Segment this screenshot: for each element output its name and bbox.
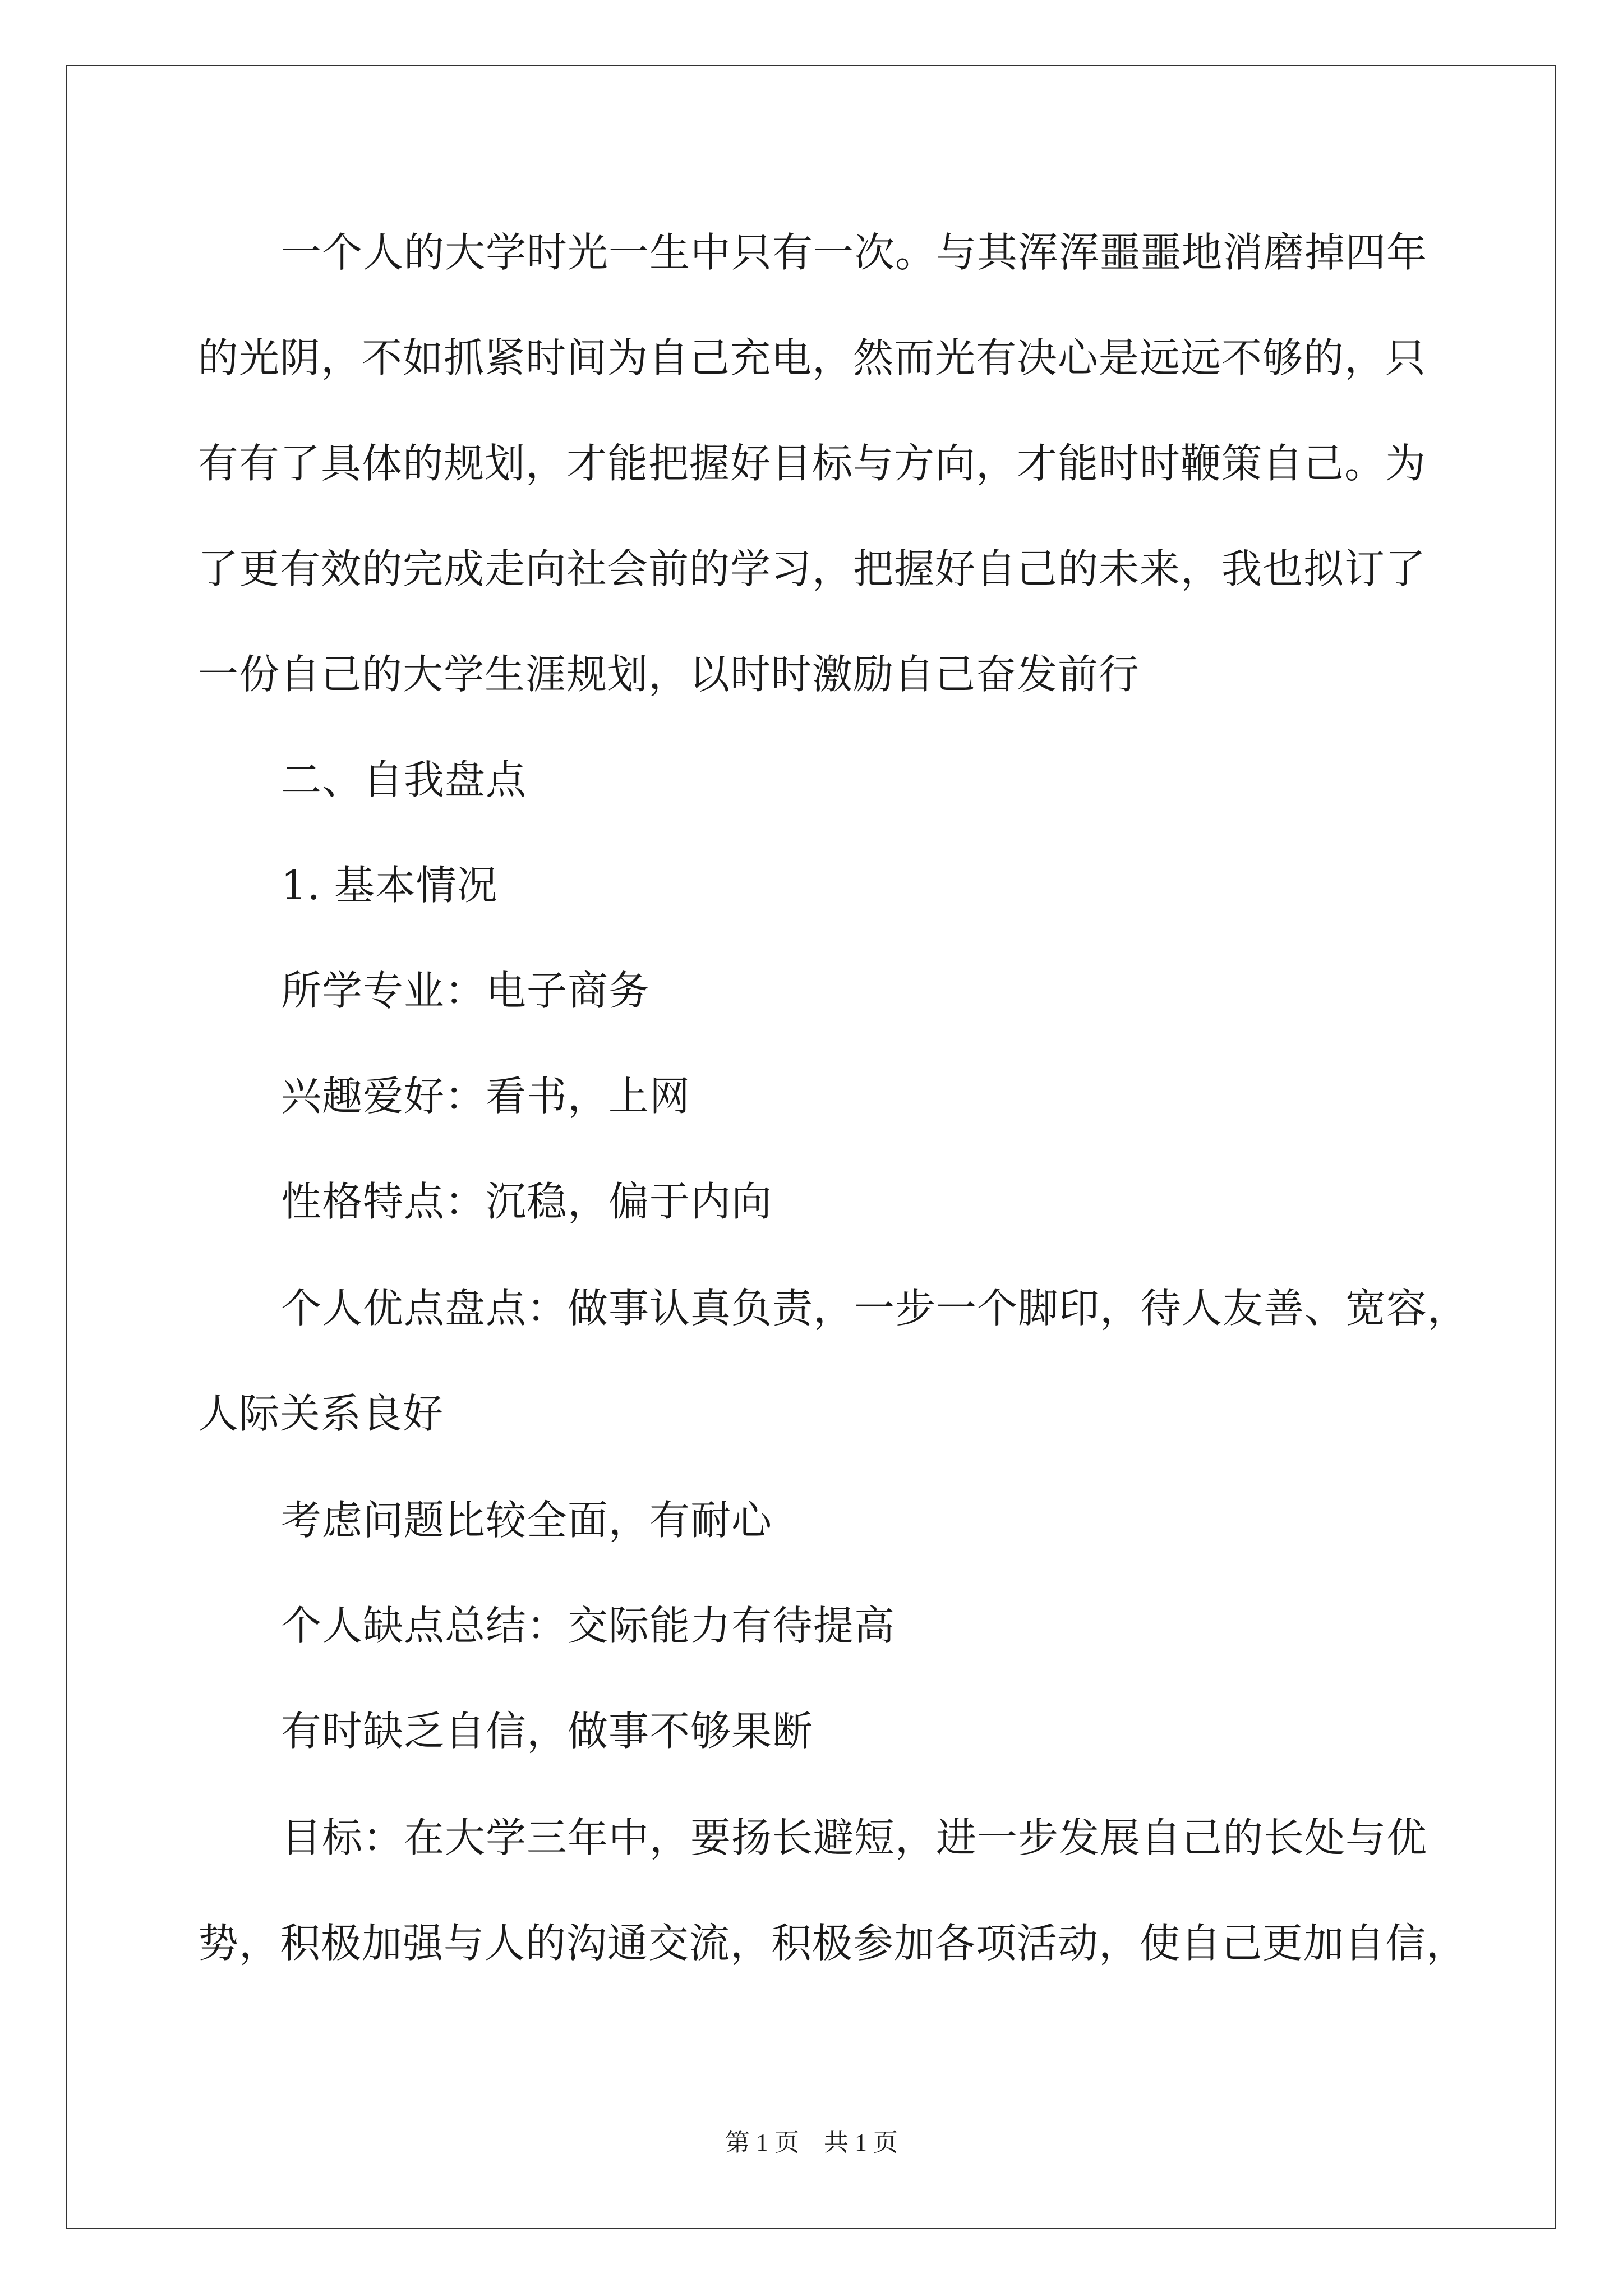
paragraph-line: 的光阴，不如抓紧时间为自己充电，然而光有决心是远远不够的，只 [198, 334, 1427, 381]
paragraph-line: 性格特点：沉稳，偏于内向 [281, 1178, 773, 1225]
paragraph-line: 个人优点盘点：做事认真负责，一步一个脚印，待人友善、宽容， [281, 1285, 1469, 1332]
paragraph-line: 一份自己的大学生涯规划，以时时激励自己奋发前行 [198, 651, 1140, 698]
section-heading: 二、自我盘点 [281, 756, 527, 803]
paragraph-line: 人际关系良好 [198, 1390, 444, 1437]
paragraph-line: 目标：在大学三年中，要扬长避短，进一步发展自己的长处与优 [281, 1814, 1428, 1861]
paragraph-line: 所学专业：电子商务 [281, 967, 650, 1014]
paragraph-line: 考虑问题比较全面，有耐心 [281, 1497, 773, 1544]
paragraph-line: 有时缺乏自信，做事不够果断 [281, 1708, 814, 1755]
paragraph-line: 势，积极加强与人的沟通交流，积极参加各项活动，使自己更加自信， [198, 1920, 1468, 1967]
page-number: 第 1 页 共 1 页 [725, 2129, 898, 2156]
paragraph-line: 兴趣爱好：看书，上网 [281, 1073, 691, 1120]
page-border [66, 65, 1556, 2229]
paragraph-line: 一个人的大学时光一生中只有一次。与其浑浑噩噩地消磨掉四年 [281, 229, 1428, 276]
paragraph-line: 了更有效的完成走向社会前的学习，把握好自己的未来，我也拟订了 [198, 545, 1427, 592]
paragraph-line: 个人缺点总结：交际能力有待提高 [281, 1602, 896, 1649]
subsection-heading: 1. 基本情况 [281, 862, 498, 909]
paragraph-line: 有有了具体的规划，才能把握好目标与方向，才能时时鞭策自己。为 [198, 440, 1427, 487]
